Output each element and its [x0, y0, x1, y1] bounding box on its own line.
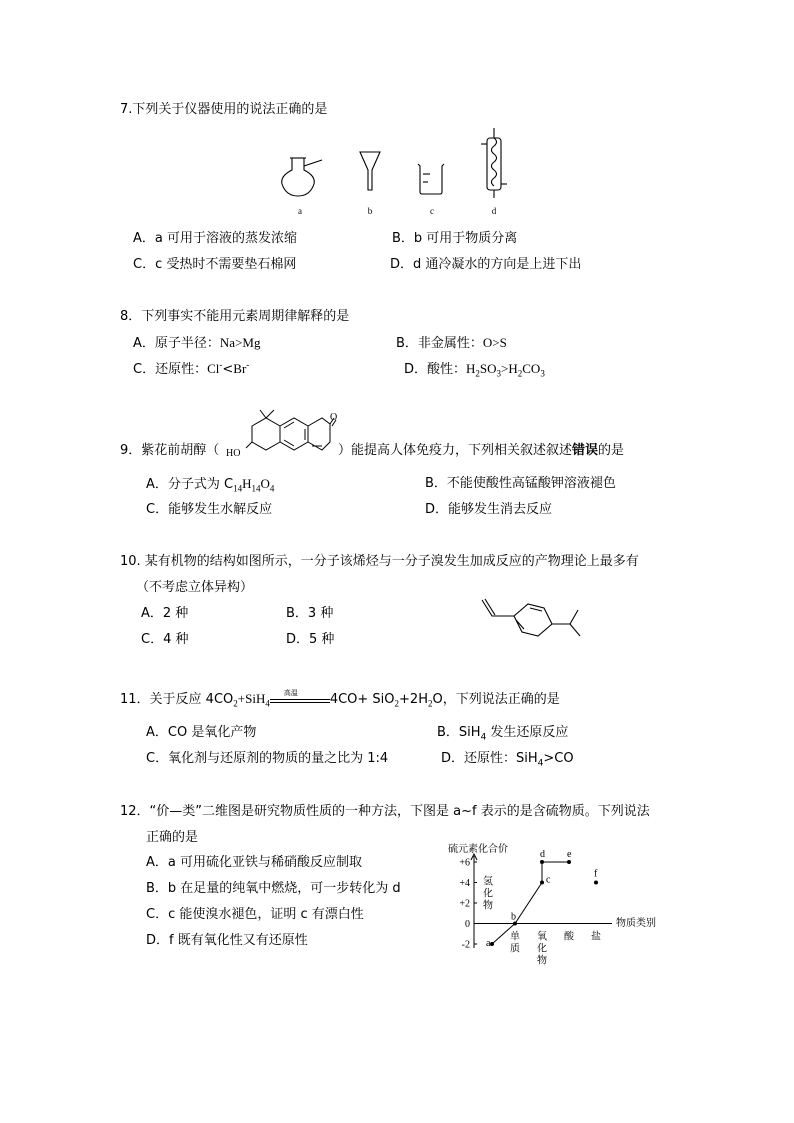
- q11-d-suffix: >CO: [543, 751, 574, 766]
- q9-option-c[interactable]: C．能够发生水解反应: [146, 502, 273, 517]
- q9-option-d[interactable]: D．能够发生消去反应: [425, 502, 553, 517]
- q9-stem-prefix: 9．紫花前胡醇（: [120, 443, 220, 458]
- q8-option-b[interactable]: [396, 335, 507, 352]
- chart-point-e: [567, 860, 571, 864]
- distilling-flask-icon: [282, 158, 322, 196]
- chart-category-label: 酸: [564, 931, 574, 943]
- q8-option-b-value: O>S: [482, 335, 507, 350]
- q7-option-a[interactable]: A．a 可用于溶液的蒸发浓缩: [133, 231, 297, 246]
- chart-point-label-d: d: [540, 849, 545, 860]
- q7-stem: 7.下列关于仪器使用的说法正确的是: [120, 102, 328, 117]
- chart-y-tick-label: +6: [459, 857, 470, 869]
- q9-option-a[interactable]: [146, 476, 274, 493]
- q9-a-h: H: [242, 476, 252, 491]
- q8-d-sub2: 3: [496, 368, 502, 379]
- q9-stem-text: ）能提高人体免疫力，下列相关叙述叙述: [338, 443, 573, 458]
- q11-plus: +SiH: [237, 691, 266, 706]
- q9-o-label: O: [330, 412, 338, 423]
- q8-d-co: CO: [522, 361, 541, 376]
- chart-ylabel: 硫元素化合价: [448, 844, 508, 855]
- q12-stem: 12．“价—类”二维图是研究物质性质的一种方法，下图是 a~f 表示的是含硫物质。下列说法: [120, 804, 650, 819]
- q8-option-c-prefix: C．还原性：: [133, 362, 208, 377]
- q11-reaction-arrow: [270, 688, 330, 707]
- chart-y-tick-label: 0: [465, 919, 470, 930]
- q11-product3: O，下列说法正确的是: [432, 692, 560, 707]
- q8-d-sub1: 2: [475, 368, 480, 379]
- q11-stem: [120, 688, 560, 709]
- q9-a-sub1: 14: [233, 483, 243, 494]
- q11-d-prefix: D．还原性：SiH: [441, 751, 538, 766]
- q8-d-so: SO: [479, 361, 497, 376]
- q8-option-a-prefix: A．原子半径：: [133, 336, 220, 351]
- label-b: b: [367, 206, 373, 216]
- label-a: a: [298, 206, 302, 216]
- chart-category-label: 化: [483, 888, 493, 900]
- chart-y-tick-label: -2: [461, 939, 470, 951]
- q12-stem-2: 正确的是: [146, 830, 199, 845]
- q11-d-sub: 4: [537, 758, 544, 769]
- q11-s3: 2: [394, 698, 400, 709]
- chart-category-label: 单: [510, 931, 520, 943]
- q11-option-b[interactable]: [437, 725, 568, 741]
- q8-option-a-value: Na>Mg: [219, 335, 261, 350]
- q10-option-a[interactable]: A．2 种: [141, 606, 189, 621]
- q12-option-a[interactable]: A．a 可用硫化亚铁与稀硝酸反应制取: [146, 855, 362, 870]
- q7-option-b[interactable]: B．b 可用于物质分离: [392, 231, 518, 246]
- q8-d-gt: >: [501, 361, 509, 376]
- chart-category-label: 质: [510, 943, 520, 955]
- q11-product: 4CO+ SiO: [329, 692, 395, 707]
- q11-condition: 高温: [283, 688, 298, 697]
- q7-option-c[interactable]: C．c 受热时不需要垫石棉网: [133, 257, 297, 272]
- chart-category-label: 物: [483, 900, 493, 912]
- chart-point-d: [540, 860, 544, 864]
- q10-molecule-structure: [478, 596, 598, 646]
- q8-stem: 8．下列事实不能用元素周期律解释的是: [120, 309, 350, 324]
- q9-a-prefix: A．分子式为 C: [146, 477, 234, 492]
- chart-category-label: 化: [537, 943, 547, 955]
- chart-category-label: 氢: [483, 876, 493, 888]
- q12-option-d[interactable]: D．f 既有氧化性又有还原性: [146, 933, 308, 948]
- chart-point-label-a: a: [486, 938, 491, 949]
- chart-xlabel: 物质类别: [616, 918, 656, 929]
- q8-option-c[interactable]: [133, 361, 249, 378]
- q9-a-sub2: 14: [251, 483, 261, 494]
- q11-option-a[interactable]: A．CO 是氧化产物: [146, 725, 257, 740]
- chart-y-tick-label: +2: [459, 898, 470, 910]
- chart-category-label: 物: [537, 955, 547, 967]
- sulfur-valence-chart: [440, 840, 700, 970]
- chart-point-label-b: b: [511, 911, 516, 923]
- q11-prefix: 11．关于反应 4CO: [120, 692, 234, 707]
- q8-option-c-rel: <: [222, 362, 234, 377]
- chart-series-line: [492, 862, 569, 944]
- chart-category-label: 盐: [591, 931, 601, 943]
- q10-option-b[interactable]: B．3 种: [286, 606, 334, 621]
- beaker-icon: [418, 164, 444, 194]
- label-d: d: [491, 206, 497, 216]
- chart-point-label-f: f: [594, 868, 598, 880]
- q9-option-b[interactable]: B．不能使酸性高锰酸钾溶液褪色: [425, 476, 616, 491]
- q11-b-sub: 4: [480, 732, 487, 743]
- q11-b-suffix: 发生还原反应: [486, 725, 569, 740]
- q12-option-c[interactable]: C．c 能使溴水褪色，证明 c 有漂白性: [146, 907, 364, 922]
- q11-product2: +2H: [399, 692, 428, 707]
- q11-option-d[interactable]: [441, 751, 574, 767]
- q8-option-b-prefix: B．非金属性：: [396, 336, 483, 351]
- q9-molecule-structure: [226, 408, 338, 464]
- chart-point-c: [540, 881, 544, 885]
- q11-b-prefix: B．SiH: [437, 725, 481, 740]
- q7-option-d[interactable]: D．d 通冷凝水的方向是上进下出: [390, 257, 582, 272]
- q9-a-o: O: [260, 476, 270, 491]
- q9-stem-bold: 错误: [572, 443, 599, 458]
- chart-point-f: [594, 881, 598, 885]
- q11-arrow-line-2: [270, 702, 330, 703]
- q8-option-d-prefix: D．酸性：: [404, 362, 467, 377]
- q8-d-sub3: 2: [517, 368, 523, 379]
- condenser-icon: [481, 128, 507, 198]
- q11-s2: 4: [265, 698, 270, 709]
- q8-option-d[interactable]: [404, 361, 545, 378]
- q10-option-c[interactable]: C．4 种: [141, 632, 189, 647]
- q8-option-c-br-charge: -: [246, 359, 250, 370]
- chart-category-label: 氧: [537, 931, 547, 943]
- q7-apparatus-figure: [270, 124, 510, 220]
- q10-stem-2: （不考虑立体异构）: [136, 580, 254, 595]
- q9-a-sub3: 4: [269, 483, 275, 494]
- q9-stem-suffix: [338, 443, 624, 459]
- q10-option-d[interactable]: D．5 种: [286, 632, 335, 647]
- q9-stem-end: 的是: [598, 443, 625, 458]
- q8-option-c-br: Br: [233, 361, 247, 376]
- q8-option-c-cl-charge: -: [219, 359, 223, 370]
- funnel-icon: [360, 152, 380, 190]
- q11-s1: 2: [233, 698, 238, 709]
- chart-y-tick-label: +4: [459, 878, 470, 889]
- q11-s4: 2: [427, 698, 433, 709]
- q8-option-c-cl: Cl: [207, 361, 220, 376]
- chart-point-a: [490, 942, 494, 946]
- q8-d-h2: H: [508, 361, 518, 376]
- q8-d-sub4: 3: [540, 368, 545, 379]
- q8-d-h: H: [466, 361, 476, 376]
- chart-point-label-e: e: [567, 849, 572, 860]
- q9-ho-label: HO: [226, 448, 241, 459]
- q11-option-c[interactable]: C．氧化剂与还原剂的物质的量之比为 1:4: [146, 751, 389, 766]
- q11-arrow-line: [270, 699, 330, 700]
- q10-stem: 10. 某有机物的结构如图所示，一分子该烯烃与一分子溴发生加成反应的产物理论上最多有: [120, 554, 639, 569]
- label-c: c: [430, 206, 434, 216]
- q12-option-b[interactable]: B．b 在足量的纯氧中燃烧，可一步转化为 d: [146, 881, 401, 896]
- chart-point-label-c: c: [546, 874, 551, 886]
- q8-option-a[interactable]: [133, 335, 260, 352]
